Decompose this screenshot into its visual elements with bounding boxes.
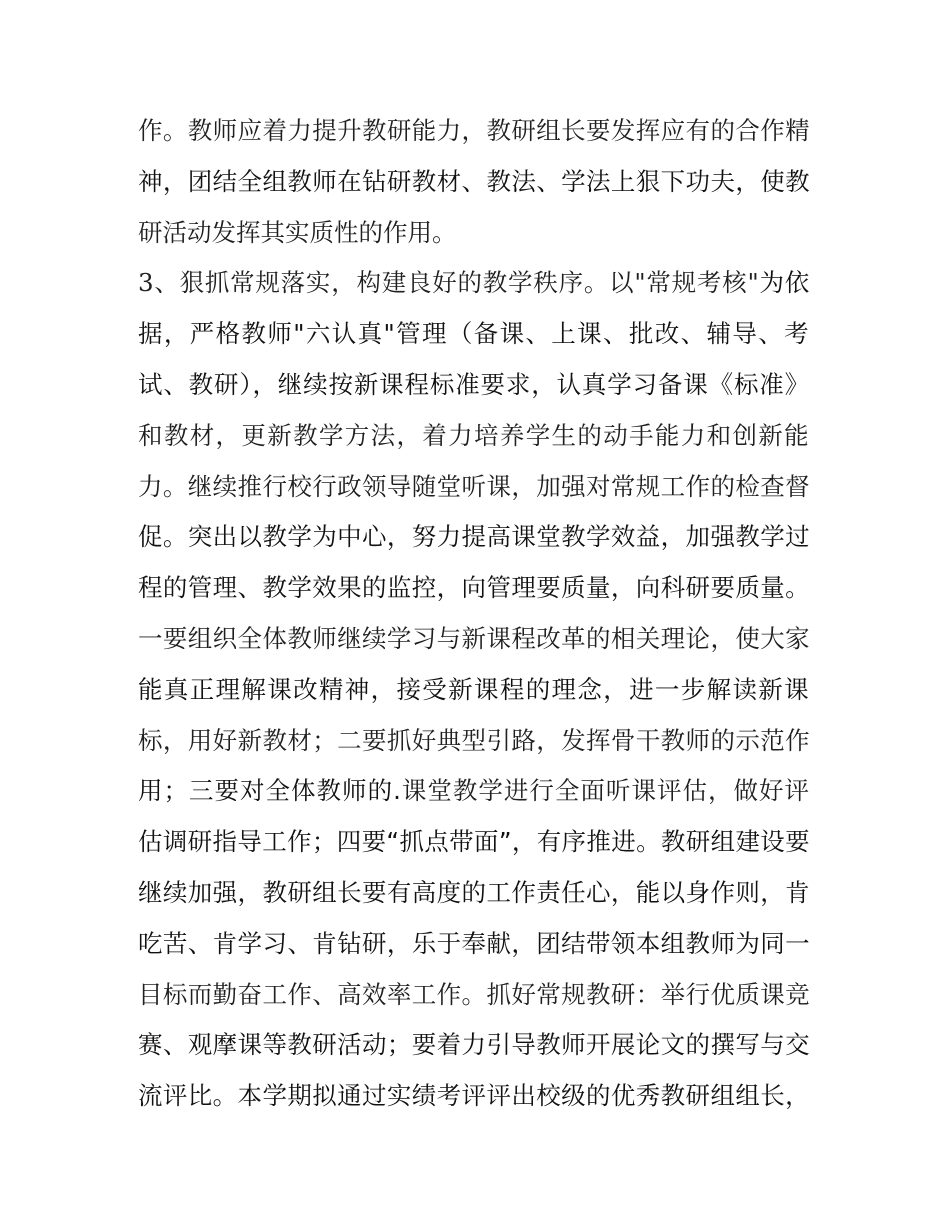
text-segment: 估调研指导工作；四要“抓点带面”，有序推进。教研组建设要 [138,827,810,857]
text-line [138,1071,818,1122]
text-line [138,563,818,614]
text-line [138,462,818,513]
text-line [138,766,818,817]
text-line [138,970,818,1021]
text-segment: 力。继续推行校行政领导随堂听课，加强对常规工作的检查督 [138,471,810,501]
text-segment: 能真正理解课改精神，接受新课程的理念，进一步解读新课 [138,674,810,704]
text-segment: 标，用好新教材；二要抓好典型引路，发挥骨干教师的示范作 [138,725,810,755]
text-segment: 试、教研），继续按新课程标准要求，认真学习备课《标准》 [138,369,810,399]
text-line [138,716,818,767]
text-segment: 一要组织全体教师继续学习与新课程改革的相关理论，使大家 [138,623,810,653]
text-line [138,1020,818,1071]
text-segment: 赛、观摩课等教研活动；要着力引导教师开展论文的撰写与交 [138,1030,810,1060]
text-segment: 3、狠抓常规落实，构建良好的教学秩序。以"常规考核" [138,268,760,298]
text-segment: 促。突出以教学为中心，努力提高课堂教学效益，加强教学过 [138,522,810,552]
text-segment: 吃苦、肯学习、肯钻研，乐于奉献，团结带领本组教师为同一 [138,928,810,958]
text-segment: 流评比。本学期拟通过实绩考评评出校级的优秀教研组组长， [138,1081,810,1111]
text-line [138,106,818,157]
text-line [138,360,818,411]
text-line [138,614,818,665]
text-line [138,868,818,919]
text-segment: 作。教师应着力提升教研能力，教研组长要发挥应有的合作精 [138,116,810,145]
text-line [138,309,818,360]
text-line [138,817,818,868]
text-line [138,919,818,970]
text-segment: 据，严格教师"六认真"管理（备课、上课、批改、辅导、考 [138,319,810,349]
body-text [138,106,818,1122]
text-segment: 为依 [759,268,811,298]
text-line [138,258,818,309]
text-segment: 研活动发挥其实质性的作用。 [138,217,457,247]
text-segment: 用；三要对全体教师的. [138,776,402,806]
text-segment: 程的管理、教学效果的监控，向管理要质量，向科研要质量。 [138,573,810,603]
text-line [138,411,818,462]
text-line [138,157,818,208]
text-segment: 和教材，更新教学方法，着力培养学生的动手能力和创新能 [138,420,810,450]
text-segment: 目标而勤奋工作、高效率工作。抓好常规教研：举行优质课竞 [138,979,810,1009]
text-line [138,208,818,259]
text-segment: 神，团结全组教师在钻研教材、教法、学法上狠下功夫，使教 [138,166,810,196]
text-segment: 继续加强，教研组长要有高度的工作责任心，能以身作则，肯 [138,877,810,907]
text-line [138,512,818,563]
text-segment: 课堂教学进行全面听课评估，做好评 [401,776,810,806]
text-line [138,665,818,716]
